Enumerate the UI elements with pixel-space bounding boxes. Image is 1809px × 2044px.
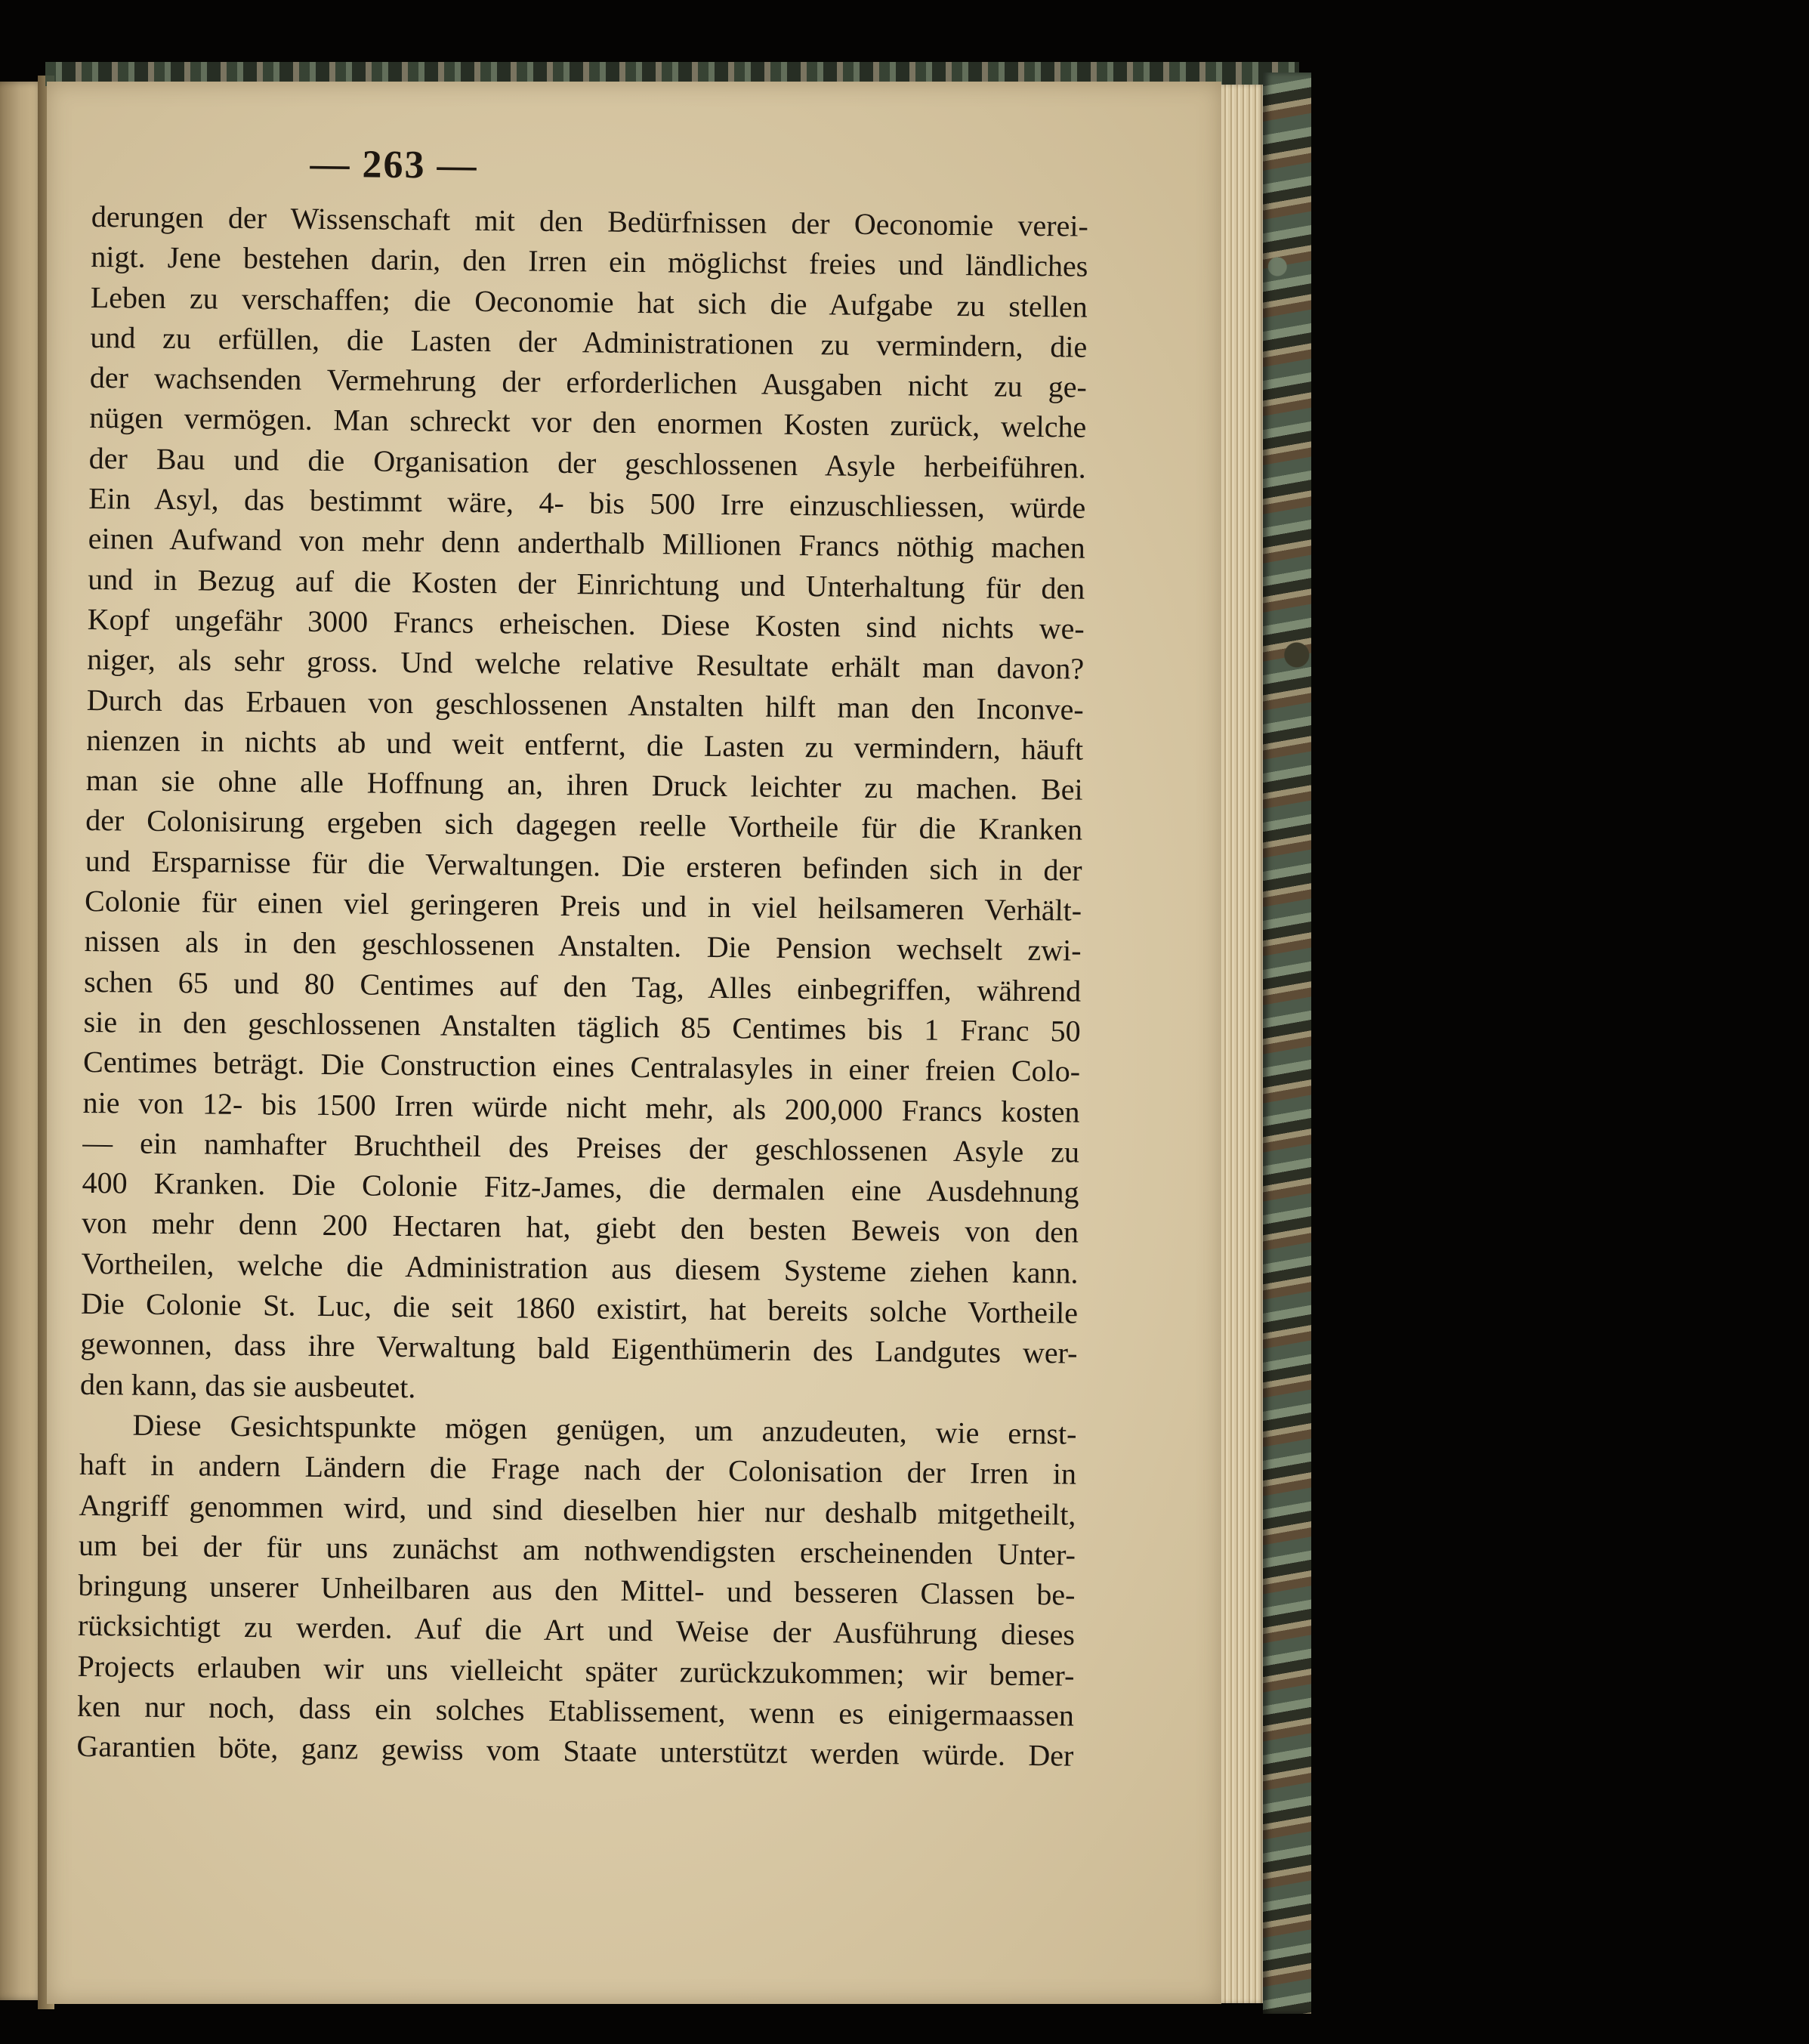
- text-line: einen Aufwand von mehr denn anderthalb Millionen Francs nöthig machen: [88, 521, 1085, 566]
- text-line: der wachsenden Vermehrung der erforderlichen Ausgaben nicht zu ge-: [89, 360, 1087, 404]
- page-edges: [1216, 85, 1264, 2003]
- text-line: nügen vermögen. Man schreckt vor den enormen Kosten zurück, welche: [89, 400, 1087, 445]
- text-line: nigt. Jene bestehen darin, den Irren ein möglichst freies und ländliches: [91, 239, 1088, 283]
- text-line: bringung unserer Unheilbaren aus den Mittel- und besseren Classen be-: [78, 1568, 1076, 1612]
- text-line: Leben zu verschaffen; die Oeconomie hat sich die Aufgabe zu stellen: [90, 279, 1088, 324]
- text-line: Die Colonie St. Luc, die seit 1860 existirt, hat bereits solche Vortheile: [80, 1286, 1079, 1330]
- text-line: rücksichtigt zu werden. Auf die Art und Weise der Ausführung dieses: [77, 1608, 1076, 1652]
- text-line: 400 Kranken. Die Colonie Fitz-James, die dermalen eine Ausdehnung: [82, 1166, 1079, 1209]
- text-line: und zu erfüllen, die Lasten der Administrationen zu vermindern, die: [90, 320, 1088, 364]
- text-line: Centimes beträgt. Die Construction eines Centralasyles in einer freien Colo-: [82, 1045, 1081, 1088]
- text-line: der Colonisirung ergeben sich dagegen reelle Vortheile für die Kranken: [85, 803, 1083, 848]
- body-text: [76, 196, 1088, 1776]
- text-line: schen 65 und 80 Centimes auf den Tag, Alles einbegriffen, während: [83, 964, 1082, 1008]
- text-line: Ein Asyl, das bestimmt wäre, 4- bis 500 Irre einzuschliessen, würde: [88, 481, 1086, 525]
- text-line-paragraph-end: den kann, das sie ausbeutet.: [79, 1366, 416, 1404]
- text-line: nie von 12- bis 1500 Irren würde nicht mehr, als 200,000 Francs kosten: [82, 1085, 1080, 1129]
- text-line: von mehr denn 200 Hectaren hat, giebt den besten Beweis von den: [81, 1206, 1079, 1250]
- text-line: um bei der für uns zunächst am nothwendigsten erscheinenden Unter-: [78, 1527, 1076, 1572]
- marbled-cover-edge: [1263, 73, 1311, 2014]
- text-line: — ein namhafter Bruchtheil des Preises der geschlossenen Asyle zu: [82, 1125, 1080, 1169]
- text-line: nienzen in nichts ab und weit entfernt, die Lasten zu vermindern, häuft: [86, 722, 1084, 767]
- text-line: Projects erlauben wir uns vielleicht später zurückzukommen; wir bemer-: [77, 1648, 1075, 1693]
- text-line: Kopf ungefähr 3000 Francs erheischen. Diese Kosten sind nichts we-: [87, 601, 1085, 646]
- text-line: niger, als sehr gross. Und welche relative Resultate erhält man davon?: [87, 642, 1085, 686]
- text-line-paragraph-start: Diese Gesichtspunkte mögen genügen, um anzudeuten, wie ernst-: [132, 1407, 1077, 1451]
- text-line: haft in andern Ländern die Frage nach der Colonisation der Irren in: [79, 1447, 1077, 1491]
- text-line: man sie ohne alle Hoffnung an, ihren Druck leichter zu machen. Bei: [85, 763, 1083, 807]
- text-line: ken nur noch, dass ein solches Etablissement, wenn es einigermaassen: [76, 1688, 1075, 1733]
- text-line: der Bau und die Organisation der geschlossenen Asyle herbeiführen.: [88, 440, 1086, 485]
- text-line: Garantien böte, ganz gewiss vom Staate unterstützt werden würde. Der: [76, 1729, 1074, 1773]
- text-line: und Ersparnisse für die Verwaltungen. Die ersteren befinden sich in der: [85, 843, 1082, 888]
- page-number: — 263 —: [310, 142, 478, 187]
- text-line: und in Bezug auf die Kosten der Einrichtung und Unterhaltung für den: [88, 561, 1085, 606]
- text-line: Durch das Erbauen von geschlossenen Anstalten hilft man den Inconve-: [86, 682, 1084, 727]
- text-line: gewonnen, dass ihre Verwaltung bald Eigenthümerin des Landgutes wer-: [80, 1326, 1078, 1370]
- text-line: Colonie für einen viel geringeren Preis und in viel heilsameren Verhält-: [84, 884, 1082, 928]
- text-line: Vortheilen, welche die Administration aus diesem Systeme ziehen kann.: [81, 1246, 1079, 1290]
- page-text-block: [76, 128, 1089, 1776]
- text-line: nissen als in den geschlossenen Anstalten. Die Pension wechselt zwi-: [84, 924, 1082, 968]
- text-line: sie in den geschlossenen Anstalten täglich 85 Centimes bis 1 Franc 50: [83, 1004, 1081, 1048]
- text-line: Angriff genommen wird, und sind dieselben hier nur deshalb mitgetheilt,: [79, 1487, 1076, 1532]
- text-line: derungen der Wissenschaft mit den Bedürfnissen der Oeconomie verei-: [91, 199, 1089, 243]
